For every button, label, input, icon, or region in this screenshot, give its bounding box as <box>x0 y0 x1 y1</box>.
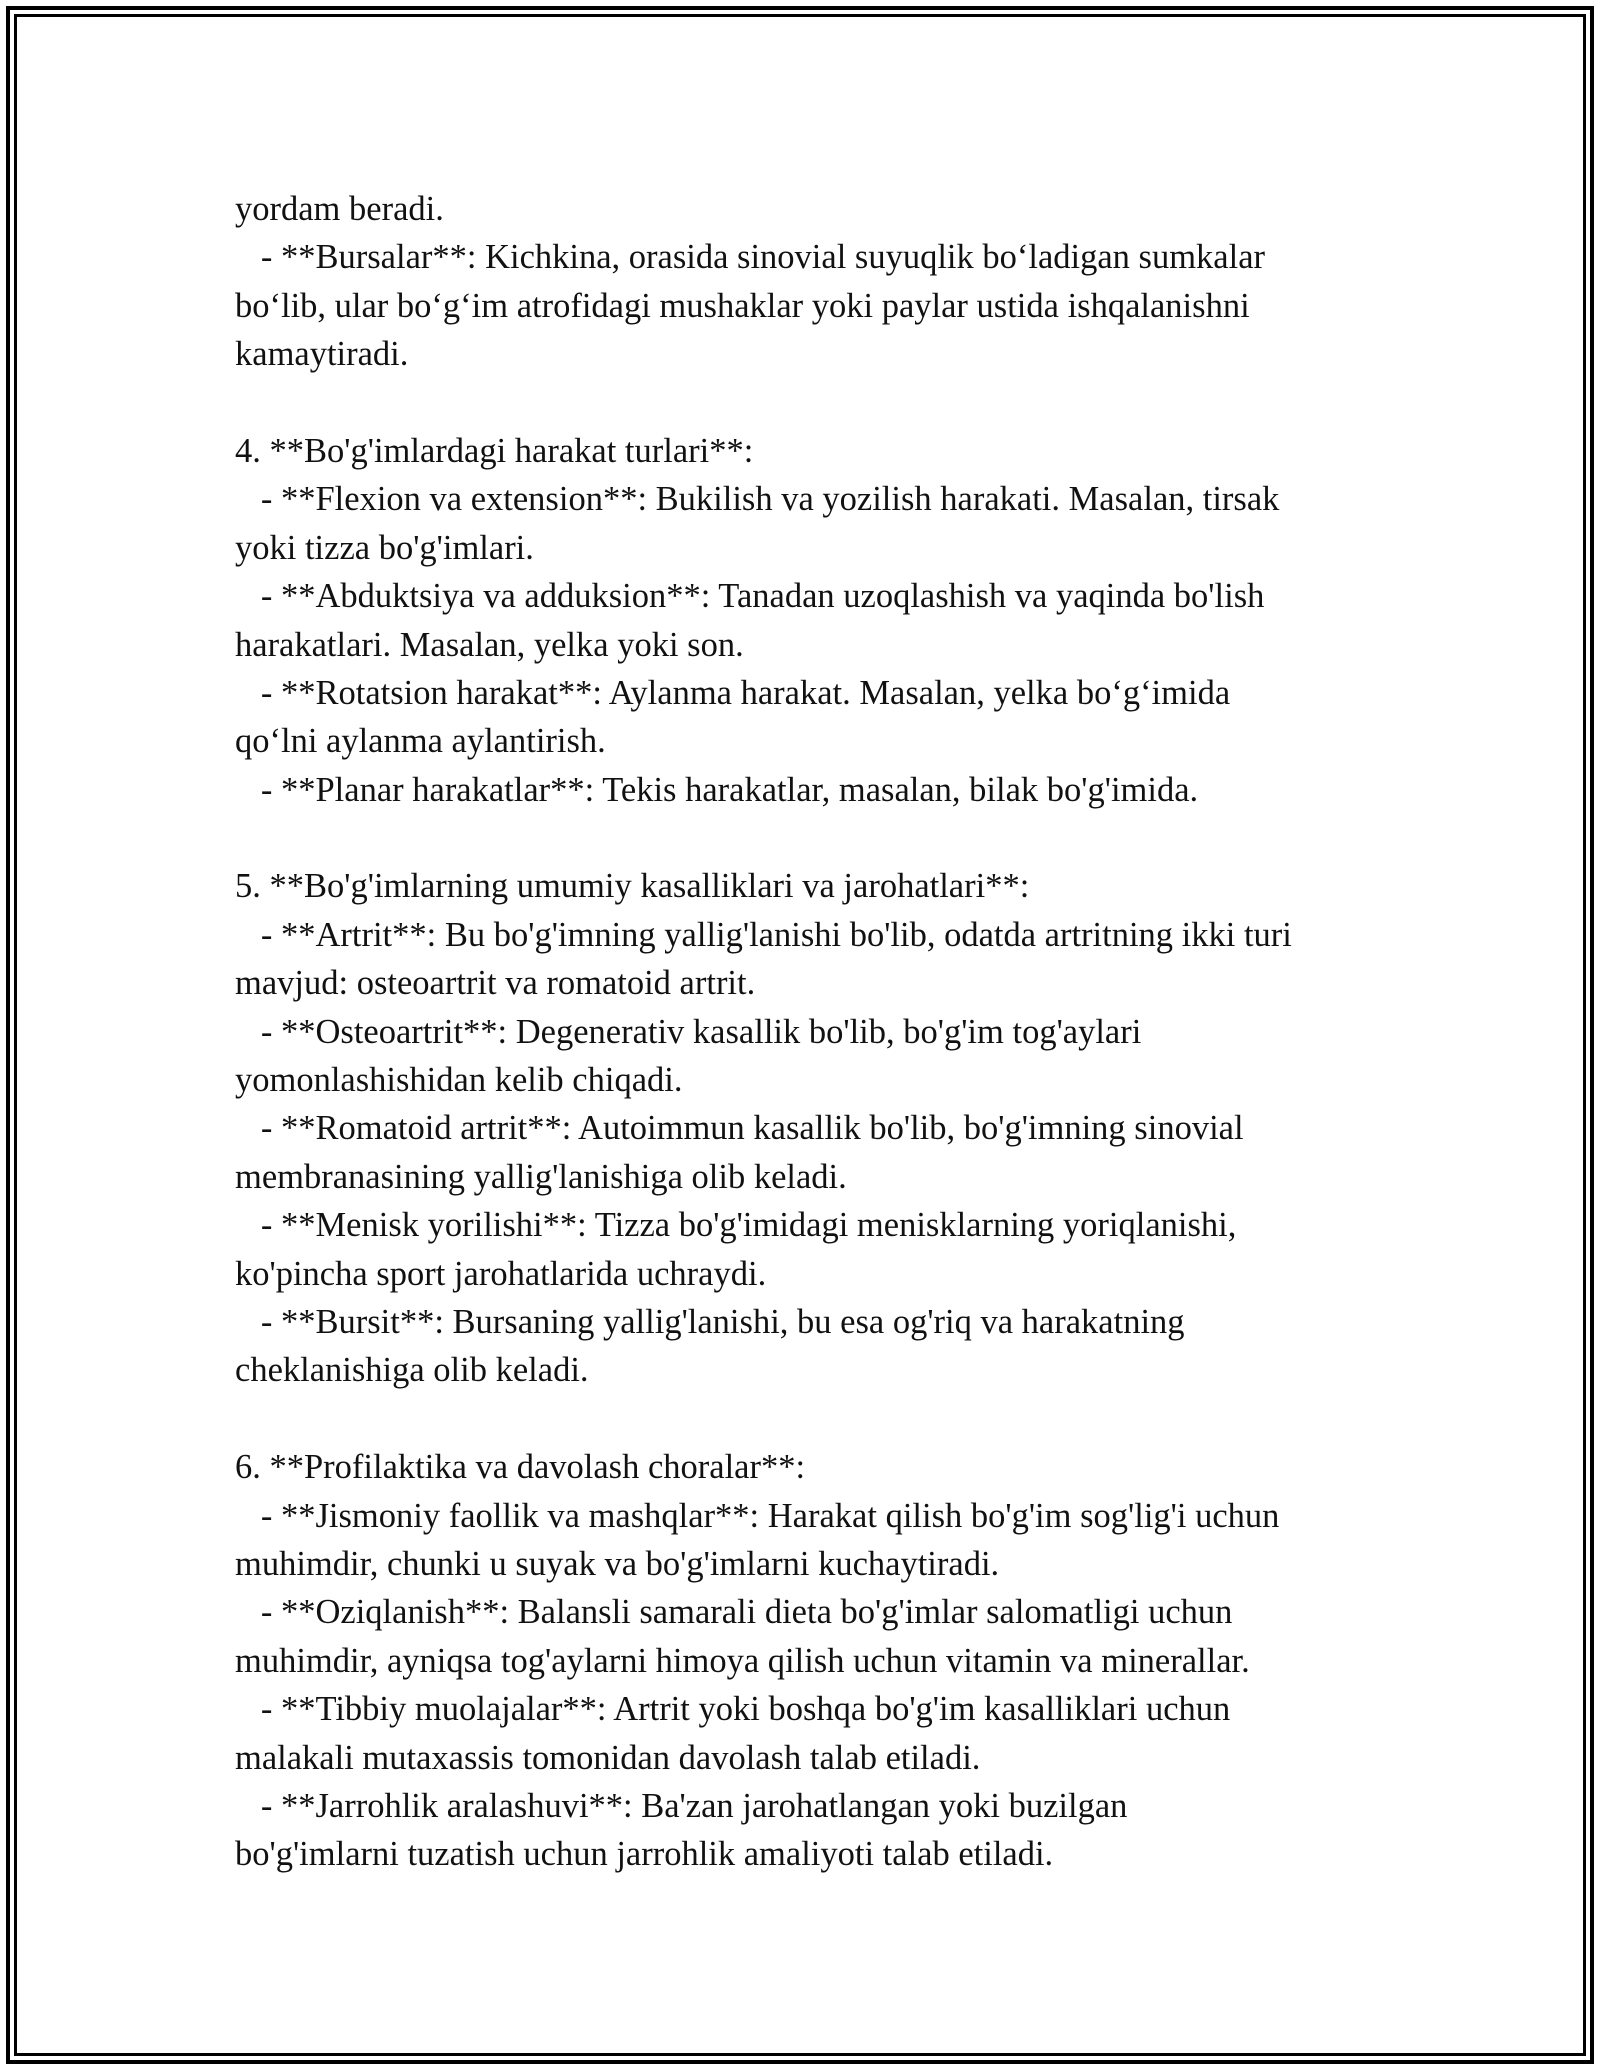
text-line: - **Abduktsiya va adduksion**: Tanadan uzoqlashish va yaqinda bo'lish <box>235 577 1265 616</box>
text-line: yoki tizza bo'g'imlari. <box>235 528 534 567</box>
document-body <box>235 185 1375 1879</box>
text-line: - **Flexion va extension**: Bukilish va yozilish harakati. Masalan, tirsak <box>235 480 1280 519</box>
text-line: - **Romatoid artrit**: Autoimmun kasallik bo'lib, bo'g'imning sinovial <box>235 1109 1244 1148</box>
text-line: - **Oziqlanish**: Balansli samarali dieta bo'g'imlar salomatligi uchun <box>235 1593 1233 1632</box>
text-line: - **Rotatsion harakat**: Aylanma harakat. Masalan, yelka boʻgʻimida <box>235 673 1231 712</box>
section-heading: 5. **Bo'g'imlarning umumiy kasalliklari va jarohatlari**: <box>235 867 1030 906</box>
text-line: mavjud: osteoartrit va romatoid artrit. <box>235 964 756 1003</box>
text-line: - **Planar harakatlar**: Tekis harakatlar, masalan, bilak bo'g'imida. <box>235 770 1199 809</box>
text-line: - **Bursit**: Bursaning yallig'lanishi, bu esa og'riq va harakatning <box>235 1302 1185 1341</box>
text-line: - **Osteoartrit**: Degenerativ kasallik bo'lib, bo'g'im tog'aylari <box>235 1012 1142 1051</box>
blank-line <box>235 1395 1375 1443</box>
text-line: muhimdir, chunki u suyak va bo'g'imlarni kuchaytiradi. <box>235 1544 1000 1583</box>
text-line: - **Jarrohlik aralashuvi**: Ba'zan jarohatlangan yoki buzilgan <box>235 1786 1128 1825</box>
blank-line <box>235 814 1375 862</box>
text-line: muhimdir, ayniqsa tog'aylarni himoya qilish uchun vitamin va minerallar. <box>235 1641 1250 1680</box>
text-line: bo'g'imlarni tuzatish uchun jarrohlik amaliyoti talab etiladi. <box>235 1835 1054 1874</box>
text-line: harakatlari. Masalan, yelka yoki son. <box>235 625 744 664</box>
text-line: ko'pincha sport jarohatlarida uchraydi. <box>235 1254 767 1293</box>
text-line: - **Jismoniy faollik va mashqlar**: Harakat qilish bo'g'im sog'lig'i uchun <box>235 1496 1280 1535</box>
text-line: malakali mutaxassis tomonidan davolash talab etiladi. <box>235 1738 981 1777</box>
section-heading: 4. **Bo'g'imlardagi harakat turlari**: <box>235 431 754 470</box>
text-line: cheklanishiga olib keladi. <box>235 1351 589 1390</box>
text-line: qoʻlni aylanma aylantirish. <box>235 722 606 761</box>
text-line: kamaytiradi. <box>235 335 409 374</box>
text-line: yordam beradi. <box>235 190 444 228</box>
text-line: - **Menisk yorilishi**: Tizza bo'g'imidagi menisklarning yoriqlanishi, <box>235 1206 1237 1245</box>
text-line: - **Artrit**: Bu bo'g'imning yallig'lanishi bo'lib, odatda artritning ikki turi <box>235 915 1292 954</box>
text-line: yomonlashishidan kelib chiqadi. <box>235 1061 683 1100</box>
text-line: - **Tibbiy muolajalar**: Artrit yoki boshqa bo'g'im kasalliklari uchun <box>235 1690 1231 1729</box>
text-line: membranasining yallig'lanishiga olib keladi. <box>235 1157 847 1196</box>
blank-line <box>235 379 1375 427</box>
section-heading: 6. **Profilaktika va davolash choralar**: <box>235 1448 806 1487</box>
text-line: boʻlib, ular boʻgʻim atrofidagi mushaklar yoki paylar ustida ishqalanishni <box>235 286 1250 325</box>
text-line: - **Bursalar**: Kichkina, orasida sinovial suyuqlik boʻladigan sumkalar <box>235 238 1265 277</box>
